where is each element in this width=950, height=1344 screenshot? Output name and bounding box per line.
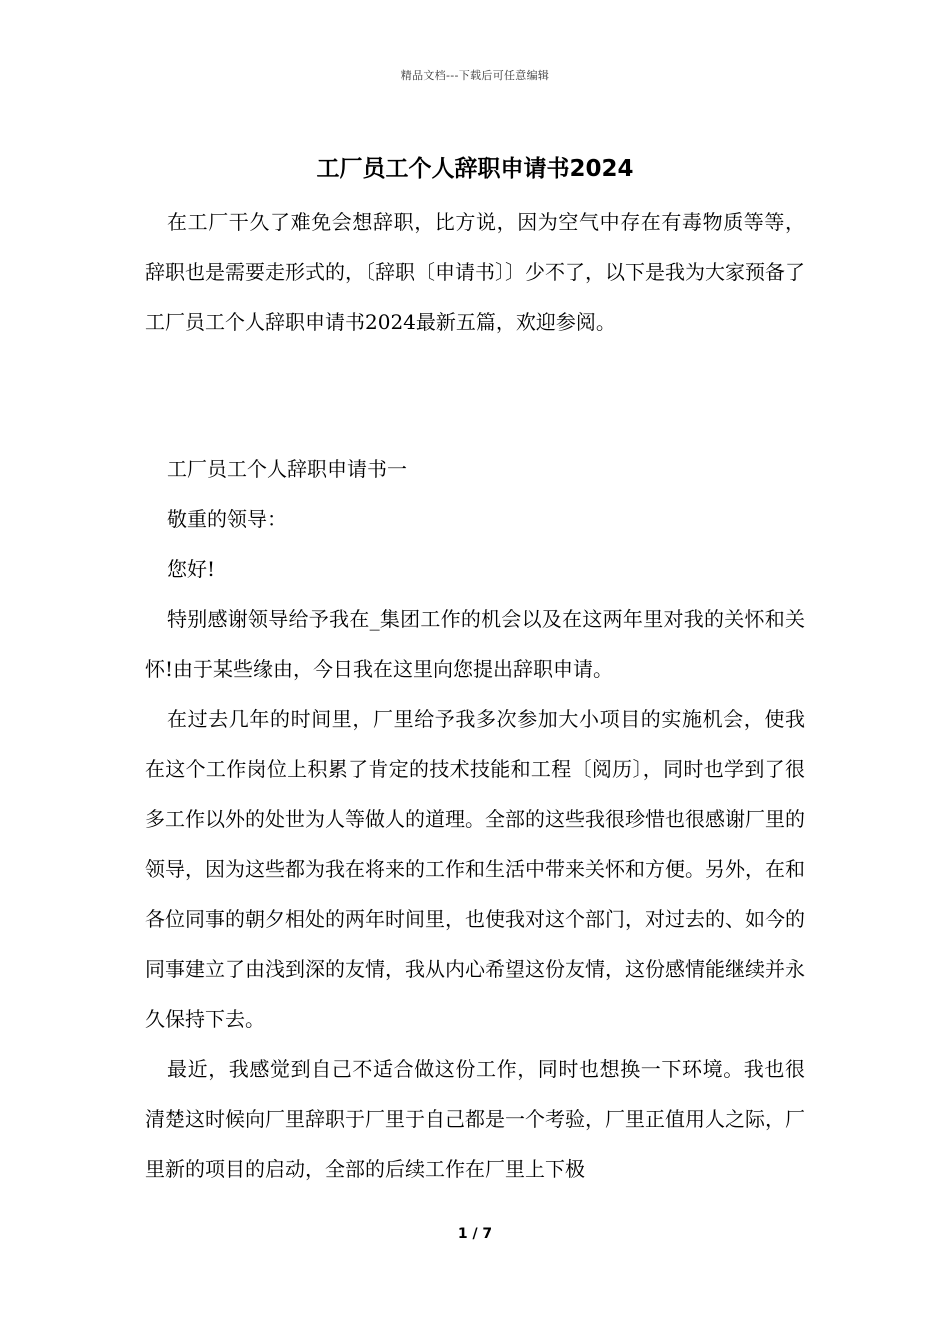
letter-heading: 工厂员工个人辞职申请书一 [167,457,407,481]
intro-paragraph: 在工厂干久了难免会想辞职，比方说，因为空气中存在有毒物质等等，辞职也是需要走形式的，〔辞职〔申请书〕〕少不了，以下是我为大家预备了工厂员工个人辞职申请书2024最新五篇，欢迎参阅。 [145,210,805,334]
page-number: 1 / 7 [457,1226,493,1242]
letter-greeting: 您好! [167,557,216,581]
document-title: 工厂员工个人辞职申请书2024 [316,156,634,182]
document-header-note: 精品文档---下载后可任意编辑 [400,69,550,82]
letter-paragraph: 在过去几年的时间里，厂里给予我多次参加大小项目的实施机会，使我在这个工作岗位上积累了肯定的技术技能和工程〔阅历〕，同时也学到了很多工作以外的处世为人等做人的道理。全部的这些我很珍惜也很感谢厂里的领导，因为这些都为我在将来的工作和生活中带来关怀和方便。另外，在和各位同事的朝夕相处的两年时间里，也使我对这个部门，对过去的、如今的同事建立了由浅到深的友情，我从内心希望这份友情，这份感情能继续并永久保持下去。 [145,707,805,1031]
letter-paragraph: 特别感谢领导给予我在_集团工作的机会以及在这两年里对我的关怀和关怀!由于某些缘由，今日我在这里向您提出辞职申请。 [145,607,805,681]
intro-section [145,197,805,347]
letter-section [145,444,805,1194]
letter-salutation: 敬重的领导： [167,507,287,531]
letter-paragraph: 最近，我感觉到自己不适合做这份工作，同时也想换一下环境。我也很清楚这时候向厂里辞职于厂里于自己都是一个考验，厂里正值用人之际，厂里新的项目的启动，全部的后续工作在厂里上下极 [145,1057,805,1181]
